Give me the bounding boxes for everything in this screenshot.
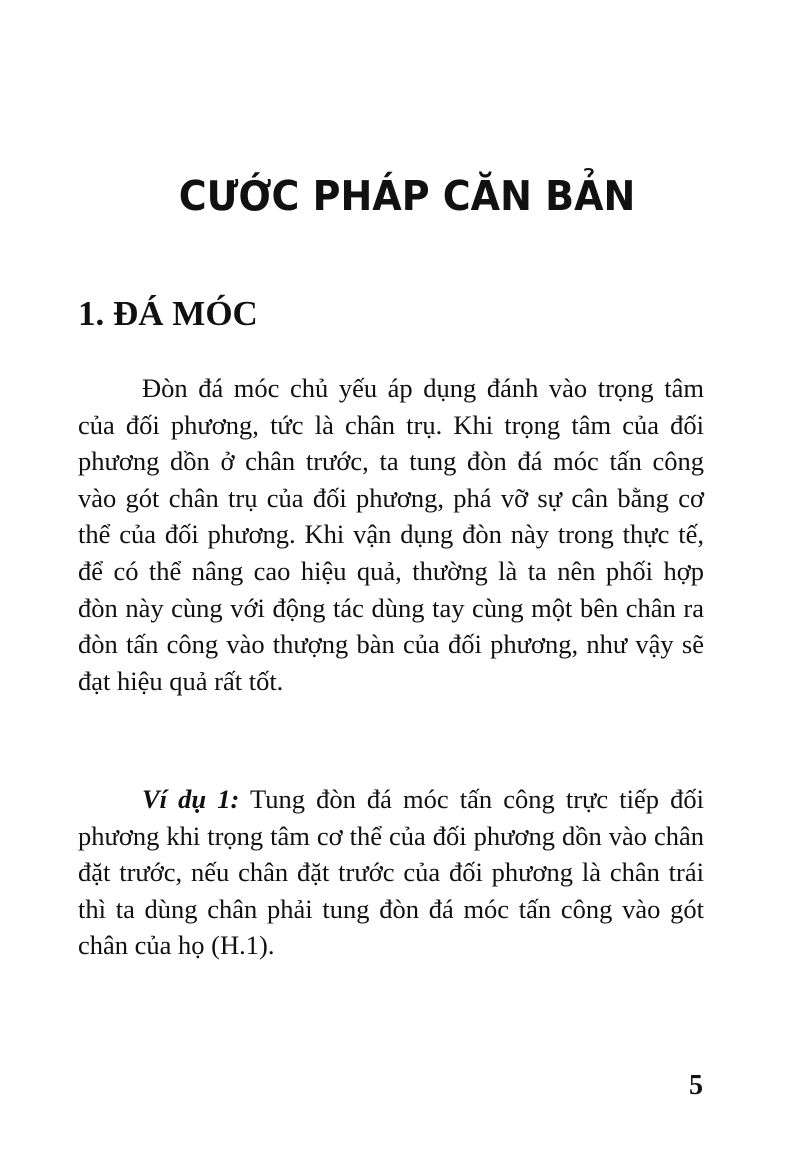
body-paragraph: [78, 370, 704, 699]
paragraph-text: Đòn đá móc chủ yếu áp dụng đánh vào trọng tâm của đối phương, tức là chân trụ. Khi trọng tâm của đối phương dồn ở chân trước, ta tung đòn đá móc tấn công vào gót chân trụ của đối phương, phá vỡ sự cân bằng cơ thể của đối phương. Khi vận dụng đòn này trong thực tế, để có thể nâng cao hiệu quả, thường là ta nên phối hợp đòn này cùng với động tác dùng tay cùng một bên chân ra đòn tấn công vào thượng bàn của đối phương, như vậy sẽ đạt hiệu quả rất tốt.: [78, 373, 704, 696]
example-text: Tung đòn đá móc tấn công trực tiếp đối phương khi trọng tâm cơ thể của đối phương dồn vào chân đặt trước, nếu chân đặt trước của đối phương là chân trái thì ta dùng chân phải tung đòn đá móc tấn công vào gót chân của họ (H.1).: [78, 784, 704, 961]
chapter-title: CƯỚC PHÁP CĂN BẢN: [178, 172, 636, 220]
example-label: Ví dụ 1:: [142, 784, 240, 814]
page-number: 5: [689, 1070, 703, 1101]
example-paragraph: [78, 781, 704, 964]
section-heading: 1. ĐÁ MÓC: [78, 294, 258, 333]
